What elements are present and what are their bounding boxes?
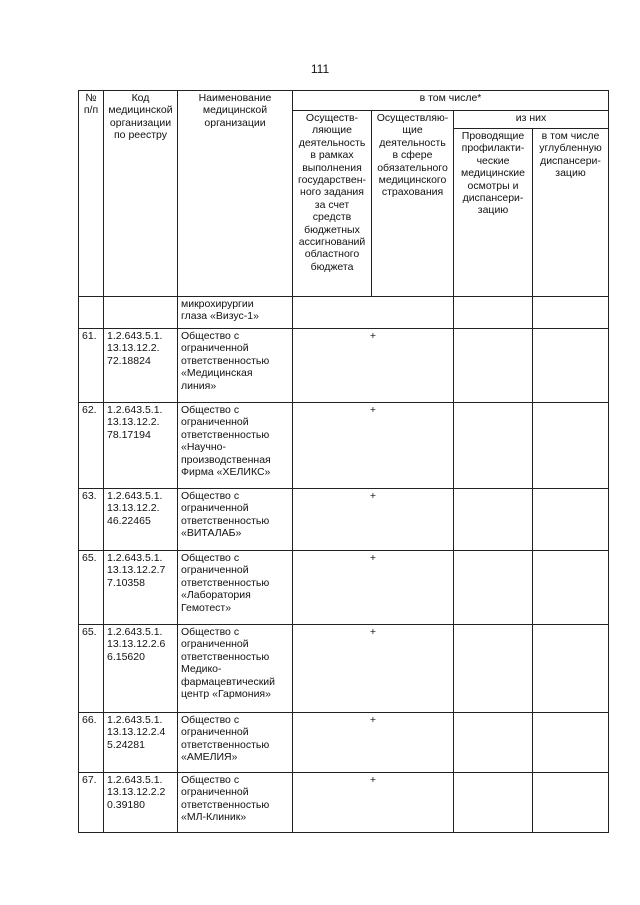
table-row (79, 713, 609, 773)
row-num: 65. (79, 551, 104, 625)
row-oms: + (293, 329, 454, 403)
header-budget: Осуществ- ляющие деятельность в рамках выполнения государствен- ного задания за счет средств бюджетных ассигнований областного бюджета (293, 111, 372, 297)
row-name: Общество с ограниченной ответственностью «ВИТАЛАБ» (178, 489, 293, 551)
table-row (79, 625, 609, 713)
row-code: 1.2.643.5.1. 13.13.12.2. 46.22465 (104, 489, 178, 551)
header-oms: Осуществляю- щие деятельность в сфере обязательного медицинского страхования (372, 111, 454, 297)
organizations-table (78, 90, 609, 833)
table-row (79, 403, 609, 489)
row-name: микрохирургии глаза «Визус-1» (178, 297, 293, 329)
header-of-them: из них (454, 111, 609, 129)
header-name: Наименование медицинской организации (178, 91, 293, 297)
row-oms (293, 297, 454, 329)
row-code: 1.2.643.5.1. 13.13.12.2.6 6.15620 (104, 625, 178, 713)
header-including: в том числе* (293, 91, 609, 111)
row-name: Общество с ограниченной ответственностью «АМЕЛИЯ» (178, 713, 293, 773)
row-name: Общество с ограниченной ответственностью «Научно- производственная Фирма «ХЕЛИКС» (178, 403, 293, 489)
table-row (79, 329, 609, 403)
row-name: Общество с ограниченной ответственностью Медико- фармацевтический центр «Гармония» (178, 625, 293, 713)
header-code: Код медицинской организации по реестру (104, 91, 178, 297)
row-code: 1.2.643.5.1. 13.13.12.2.4 5.24281 (104, 713, 178, 773)
row-name: Общество с ограниченной ответственностью «МЛ-Клиник» (178, 773, 293, 833)
row-name: Общество с ограниченной ответственностью «Медицинская линия» (178, 329, 293, 403)
row-num: 63. (79, 489, 104, 551)
row-name: Общество с ограниченной ответственностью «Лаборатория Гемотест» (178, 551, 293, 625)
table-row (79, 773, 609, 833)
row-code: 1.2.643.5.1. 13.13.12.2. 72.18824 (104, 329, 178, 403)
row-num: 62. (79, 403, 104, 489)
page-number: 111 (310, 62, 330, 76)
row-code (104, 297, 178, 329)
row-code: 1.2.643.5.1. 13.13.12.2.2 0.39180 (104, 773, 178, 833)
row-oms: + (293, 489, 454, 551)
table-row (79, 489, 609, 551)
row-num (79, 297, 104, 329)
row-code: 1.2.643.5.1. 13.13.12.2.7 7.10358 (104, 551, 178, 625)
row-oms: + (293, 713, 454, 773)
row-oms: + (293, 403, 454, 489)
header-num: № п/п (79, 91, 104, 297)
row-oms: + (293, 625, 454, 713)
row-oms: + (293, 551, 454, 625)
row-num: 67. (79, 773, 104, 833)
table-row (79, 297, 609, 329)
row-code: 1.2.643.5.1. 13.13.12.2. 78.17194 (104, 403, 178, 489)
row-num: 61. (79, 329, 104, 403)
row-oms: + (293, 773, 454, 833)
header-prof: Проводящие профилакти- ческие медицинские осмотры и диспансери- зацию (454, 129, 533, 297)
row-num: 65. (79, 625, 104, 713)
row-num: 66. (79, 713, 104, 773)
header-deep: в том числе углубленную диспансери- зацию (533, 129, 609, 297)
table-row (79, 551, 609, 625)
